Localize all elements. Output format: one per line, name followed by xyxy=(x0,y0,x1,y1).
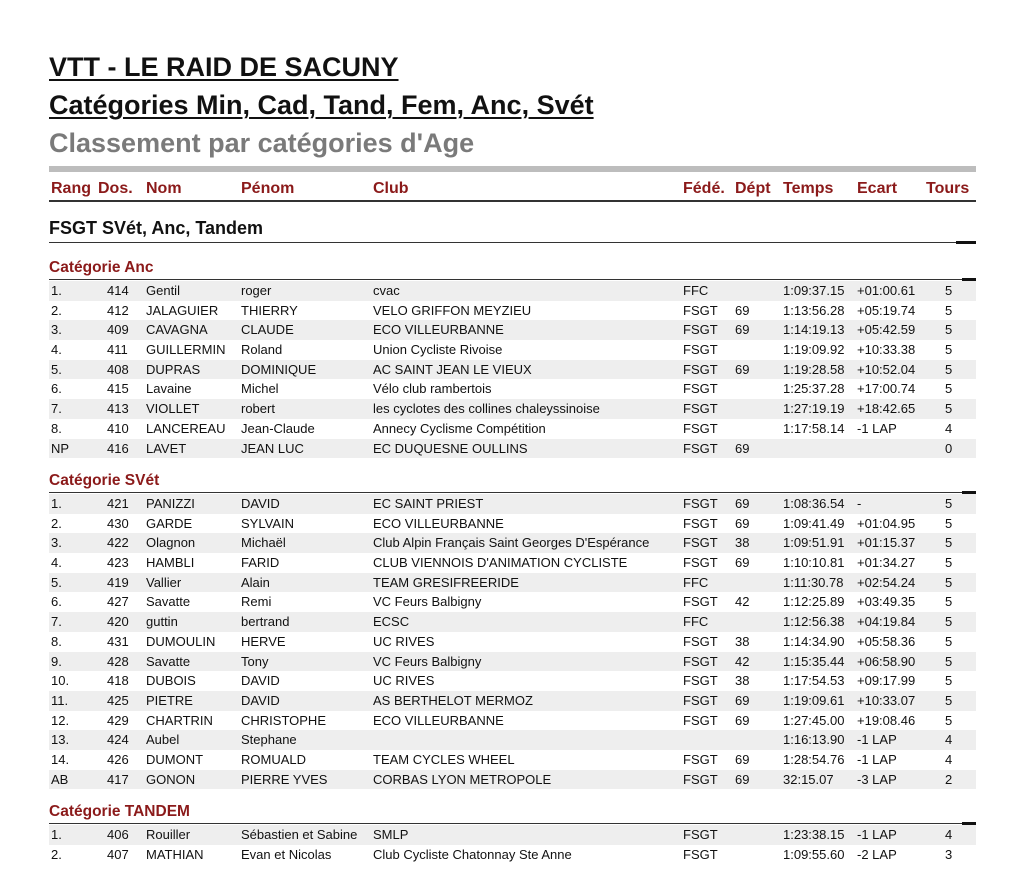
nom-cell: HAMBLI xyxy=(146,555,195,571)
table-row xyxy=(49,632,976,652)
fede-cell: FFC xyxy=(683,614,709,630)
club-cell: ECO VILLEURBANNE xyxy=(373,712,504,728)
temps-cell: 1:16:13.90 xyxy=(783,732,845,748)
col-ecart: Ecart xyxy=(857,180,898,197)
rang-cell: 5. xyxy=(51,361,62,377)
tours-cell: 5 xyxy=(945,381,953,397)
dos-cell: 424 xyxy=(107,732,129,748)
temps-cell: 1:19:09.61 xyxy=(783,692,845,708)
dept-cell: 69 xyxy=(735,322,750,338)
tours-cell: 5 xyxy=(945,653,953,669)
nom-cell: GARDE xyxy=(146,515,193,531)
ecart-cell: - xyxy=(857,496,862,511)
table-row xyxy=(49,612,976,632)
rang-cell: 5. xyxy=(51,574,62,590)
club-cell: les cyclotes des collines chaleyssinoise xyxy=(373,401,600,417)
dept-cell: 69 xyxy=(735,440,750,456)
club-cell: UC RIVES xyxy=(373,673,435,689)
dept-cell: 38 xyxy=(735,673,750,689)
category-line xyxy=(49,823,976,824)
temps-cell: 1:19:28.58 xyxy=(783,361,845,377)
dos-cell: 422 xyxy=(107,535,129,551)
fede-cell: FFC xyxy=(683,283,709,298)
rang-cell: 8. xyxy=(51,420,62,436)
table-row xyxy=(49,691,976,711)
temps-cell: 1:27:19.19 xyxy=(783,401,845,417)
prenom-cell: roger xyxy=(241,283,272,298)
fede-cell: FSGT xyxy=(683,440,718,456)
dos-cell: 413 xyxy=(107,401,129,417)
temps-cell: 32:15.07 xyxy=(783,771,834,787)
col-temps: Temps xyxy=(783,180,834,197)
dos-cell: 410 xyxy=(107,420,129,436)
dos-cell: 426 xyxy=(107,751,129,767)
table-row xyxy=(49,711,976,731)
dos-cell: 425 xyxy=(107,692,129,708)
prenom-cell: Michel xyxy=(241,381,279,397)
nom-cell: GUILLERMIN xyxy=(146,342,226,358)
nom-cell: Lavaine xyxy=(146,381,192,397)
ecart-cell: +18:42.65 xyxy=(857,401,916,417)
tours-cell: 5 xyxy=(945,361,953,377)
tours-cell: 5 xyxy=(945,574,953,590)
rang-cell: 2. xyxy=(51,302,62,318)
club-cell: Club Cycliste Chatonnay Ste Anne xyxy=(373,846,572,862)
table-row xyxy=(49,573,976,593)
fede-cell: FSGT xyxy=(683,555,718,571)
temps-cell: 1:19:09.92 xyxy=(783,342,845,358)
ecart-cell: +05:19.74 xyxy=(857,302,916,318)
dept-cell: 42 xyxy=(735,653,750,669)
prenom-cell: Evan et Nicolas xyxy=(241,846,332,862)
club-cell: EC DUQUESNE OULLINS xyxy=(373,440,528,456)
fede-cell: FSGT xyxy=(683,673,718,689)
nom-cell: GONON xyxy=(146,771,196,787)
nom-cell: VIOLLET xyxy=(146,401,200,417)
category-anc-rows xyxy=(49,281,976,458)
ecart-cell: +17:00.74 xyxy=(857,381,916,397)
fede-cell: FSGT xyxy=(683,692,718,708)
fede-cell: FSGT xyxy=(683,401,718,417)
rang-cell: 13. xyxy=(51,732,70,748)
tours-cell: 5 xyxy=(945,673,953,689)
prenom-cell: Remi xyxy=(241,594,272,610)
temps-cell: 1:15:35.44 xyxy=(783,653,845,669)
nom-cell: Aubel xyxy=(146,732,180,748)
rang-cell: 14. xyxy=(51,751,70,767)
section-line xyxy=(49,242,976,243)
classification-heading: Classement par catégories d'Age xyxy=(49,128,475,158)
prenom-cell: Jean-Claude xyxy=(241,420,315,436)
rang-cell: 11. xyxy=(51,692,69,708)
tours-cell: 5 xyxy=(945,535,953,551)
col-fede: Fédé. xyxy=(683,180,725,197)
club-cell: Vélo club rambertois xyxy=(373,381,492,397)
ecart-cell: +04:19.84 xyxy=(857,614,916,630)
tours-cell: 5 xyxy=(945,712,953,728)
prenom-cell: DAVID xyxy=(241,673,280,689)
rang-cell: 6. xyxy=(51,594,62,610)
rang-cell: AB xyxy=(51,771,69,787)
dos-cell: 415 xyxy=(107,381,129,397)
prenom-cell: DOMINIQUE xyxy=(241,361,317,377)
category-svet-rows xyxy=(49,494,976,789)
temps-cell: 1:12:25.89 xyxy=(783,594,845,610)
category-title: Catégorie TANDEM xyxy=(49,803,190,820)
dos-cell: 414 xyxy=(107,283,129,298)
table-row xyxy=(49,770,976,790)
nom-cell: PIETRE xyxy=(146,692,193,708)
club-cell: ECSC xyxy=(373,614,410,630)
temps-cell: 1:12:56.38 xyxy=(783,614,845,630)
tours-cell: 5 xyxy=(945,614,953,630)
table-row xyxy=(49,360,976,380)
nom-cell: guttin xyxy=(146,614,178,630)
dos-cell: 423 xyxy=(107,555,129,571)
dept-cell: 38 xyxy=(735,535,750,551)
dept-cell: 69 xyxy=(735,712,750,728)
ecart-cell: -1 LAP xyxy=(857,751,897,767)
fede-cell: FSGT xyxy=(683,751,718,767)
tours-cell: 5 xyxy=(945,322,953,338)
temps-cell: 1:10:10.81 xyxy=(783,555,845,571)
dos-cell: 406 xyxy=(107,827,129,842)
tours-cell: 5 xyxy=(945,302,953,318)
column-header-row xyxy=(49,176,976,200)
nom-cell: JALAGUIER xyxy=(146,302,219,318)
temps-cell: 1:13:56.28 xyxy=(783,302,845,318)
tours-cell: 5 xyxy=(945,515,953,531)
nom-cell: DUMOULIN xyxy=(146,633,216,649)
dos-cell: 427 xyxy=(107,594,129,610)
fede-cell: FSGT xyxy=(683,420,718,436)
prenom-cell: DAVID xyxy=(241,496,280,511)
ecart-cell: -1 LAP xyxy=(857,420,897,436)
prenom-cell: DAVID xyxy=(241,692,280,708)
tours-cell: 0 xyxy=(945,440,953,456)
dos-cell: 412 xyxy=(107,302,129,318)
ecart-cell: +06:58.90 xyxy=(857,653,916,669)
club-cell: CORBAS LYON METROPOLE xyxy=(373,771,552,787)
ecart-cell: +10:33.38 xyxy=(857,342,916,358)
category-line xyxy=(49,279,976,280)
nom-cell: Rouiller xyxy=(146,827,191,842)
col-club: Club xyxy=(373,180,409,197)
rang-cell: 2. xyxy=(51,515,62,531)
rang-cell: 1. xyxy=(51,496,62,511)
temps-cell: 1:17:58.14 xyxy=(783,420,845,436)
category-title: Catégorie Anc xyxy=(49,259,154,276)
nom-cell: Savatte xyxy=(146,594,191,610)
fede-cell: FSGT xyxy=(683,633,718,649)
temps-cell: 1:23:38.15 xyxy=(783,827,845,842)
tours-cell: 5 xyxy=(945,342,953,358)
table-row xyxy=(49,533,976,553)
nom-cell: DUMONT xyxy=(146,751,204,767)
ecart-cell: -1 LAP xyxy=(857,827,897,842)
header-separator xyxy=(49,166,976,172)
temps-cell: 1:17:54.53 xyxy=(783,673,845,689)
dept-cell: 69 xyxy=(735,771,750,787)
col-dos: Dos. xyxy=(98,180,133,197)
club-cell: AC SAINT JEAN LE VIEUX xyxy=(373,361,532,377)
col-nom: Nom xyxy=(146,180,182,197)
table-row xyxy=(49,553,976,573)
fede-cell: FSGT xyxy=(683,496,718,511)
prenom-cell: CLAUDE xyxy=(241,322,294,338)
club-cell: VC Feurs Balbigny xyxy=(373,653,482,669)
rang-cell: 8. xyxy=(51,633,62,649)
prenom-cell: Michaël xyxy=(241,535,286,551)
table-row xyxy=(49,439,976,459)
nom-cell: PANIZZI xyxy=(146,496,195,511)
temps-cell: 1:27:45.00 xyxy=(783,712,845,728)
col-prenom: Pénom xyxy=(241,180,295,197)
rang-cell: 4. xyxy=(51,342,62,358)
rang-cell: 1. xyxy=(51,827,62,842)
fede-cell: FSGT xyxy=(683,381,718,397)
rang-cell: 3. xyxy=(51,322,62,338)
section-title: FSGT SVét, Anc, Tandem xyxy=(49,218,264,238)
col-rang: Rang xyxy=(51,180,91,197)
rang-cell: 9. xyxy=(51,653,62,669)
ecart-cell: +05:58.36 xyxy=(857,633,916,649)
fede-cell: FFC xyxy=(683,574,709,590)
tours-cell: 4 xyxy=(945,751,953,767)
rang-cell: 6. xyxy=(51,381,62,397)
dos-cell: 431 xyxy=(107,633,129,649)
tours-cell: 5 xyxy=(945,555,953,571)
table-row xyxy=(49,320,976,340)
temps-cell: 1:25:37.28 xyxy=(783,381,845,397)
rang-cell: 7. xyxy=(51,401,62,417)
club-cell: CLUB VIENNOIS D'ANIMATION CYCLISTE xyxy=(373,555,628,571)
dos-cell: 419 xyxy=(107,574,129,590)
rang-cell: 7. xyxy=(51,614,62,630)
col-dept: Dépt xyxy=(735,180,771,197)
dos-cell: 428 xyxy=(107,653,129,669)
temps-cell: 1:28:54.76 xyxy=(783,751,845,767)
club-cell: cvac xyxy=(373,283,400,298)
club-cell: ECO VILLEURBANNE xyxy=(373,515,504,531)
ecart-cell: +10:52.04 xyxy=(857,361,916,377)
rang-cell: 2. xyxy=(51,846,62,862)
fede-cell: FSGT xyxy=(683,827,718,842)
fede-cell: FSGT xyxy=(683,846,718,862)
table-row xyxy=(49,671,976,691)
dept-cell: 69 xyxy=(735,692,750,708)
rang-cell: 1. xyxy=(51,283,62,298)
prenom-cell: Stephane xyxy=(241,732,297,748)
nom-cell: Vallier xyxy=(146,574,182,590)
temps-cell: 1:09:55.60 xyxy=(783,846,845,862)
fede-cell: FSGT xyxy=(683,594,718,610)
club-cell: EC SAINT PRIEST xyxy=(373,496,484,511)
ecart-cell: -1 LAP xyxy=(857,732,897,748)
ecart-cell: +01:04.95 xyxy=(857,515,916,531)
dept-cell: 69 xyxy=(735,751,750,767)
dos-cell: 421 xyxy=(107,496,129,511)
prenom-cell: Sébastien et Sabine xyxy=(241,827,358,842)
dos-cell: 407 xyxy=(107,846,129,862)
tours-cell: 5 xyxy=(945,283,953,298)
temps-cell: 1:14:19.13 xyxy=(783,322,845,338)
column-header-line xyxy=(49,200,976,202)
dos-cell: 411 xyxy=(107,342,128,358)
club-cell: Annecy Cyclisme Compétition xyxy=(373,420,546,436)
nom-cell: CHARTRIN xyxy=(146,712,213,728)
fede-cell: FSGT xyxy=(683,342,718,358)
tours-cell: 2 xyxy=(945,771,953,787)
prenom-cell: FARID xyxy=(241,555,280,571)
category-title: Catégorie SVét xyxy=(49,472,160,489)
fede-cell: FSGT xyxy=(683,771,718,787)
temps-cell: 1:11:30.78 xyxy=(783,574,844,590)
category-tandem-rows xyxy=(49,825,976,864)
fede-cell: FSGT xyxy=(683,361,718,377)
rang-cell: NP xyxy=(51,440,70,456)
dos-cell: 420 xyxy=(107,614,129,630)
nom-cell: LANCEREAU xyxy=(146,420,226,436)
dos-cell: 418 xyxy=(107,673,129,689)
table-row xyxy=(49,399,976,419)
tours-cell: 5 xyxy=(945,401,953,417)
prenom-cell: SYLVAIN xyxy=(241,515,294,531)
table-row xyxy=(49,750,976,770)
dept-cell: 69 xyxy=(735,555,750,571)
fede-cell: FSGT xyxy=(683,302,718,318)
nom-cell: DUBOIS xyxy=(146,673,196,689)
temps-cell: 1:09:37.15 xyxy=(783,283,845,298)
ecart-cell: +01:00.61 xyxy=(857,283,916,298)
prenom-cell: JEAN LUC xyxy=(241,440,304,456)
fede-cell: FSGT xyxy=(683,712,718,728)
ecart-cell: -2 LAP xyxy=(857,846,897,862)
table-row xyxy=(49,419,976,439)
dept-cell: 69 xyxy=(735,361,750,377)
nom-cell: DUPRAS xyxy=(146,361,201,377)
page-subtitle: Catégories Min, Cad, Tand, Fem, Anc, Svét xyxy=(49,90,594,120)
dos-cell: 417 xyxy=(107,771,129,787)
dept-cell: 69 xyxy=(735,302,750,318)
club-cell: UC RIVES xyxy=(373,633,435,649)
temps-cell: 1:09:41.49 xyxy=(783,515,845,531)
ecart-cell: +05:42.59 xyxy=(857,322,916,338)
ecart-cell: +10:33.07 xyxy=(857,692,916,708)
prenom-cell: ROMUALD xyxy=(241,751,307,767)
table-row xyxy=(49,514,976,534)
table-row xyxy=(49,281,976,301)
dos-cell: 429 xyxy=(107,712,129,728)
ecart-cell: +03:49.35 xyxy=(857,594,916,610)
prenom-cell: HERVE xyxy=(241,633,286,649)
dept-cell: 69 xyxy=(735,496,750,511)
club-cell: ECO VILLEURBANNE xyxy=(373,322,504,338)
club-cell: TEAM GRESIFREERIDE xyxy=(373,574,519,590)
fede-cell: FSGT xyxy=(683,322,718,338)
club-cell: TEAM CYCLES WHEEL xyxy=(373,751,515,767)
dept-cell: 42 xyxy=(735,594,750,610)
tours-cell: 3 xyxy=(945,846,953,862)
club-cell: VELO GRIFFON MEYZIEU xyxy=(373,302,532,318)
prenom-cell: robert xyxy=(241,401,275,417)
rang-cell: 10. xyxy=(51,673,70,689)
fede-cell: FSGT xyxy=(683,535,718,551)
dos-cell: 409 xyxy=(107,322,129,338)
rang-cell: 3. xyxy=(51,535,62,551)
fede-cell: FSGT xyxy=(683,515,718,531)
ecart-cell: +09:17.99 xyxy=(857,673,916,689)
club-cell: Union Cycliste Rivoise xyxy=(373,342,503,358)
rang-cell: 12. xyxy=(51,712,70,728)
table-row xyxy=(49,592,976,612)
table-row xyxy=(49,845,976,865)
tours-cell: 4 xyxy=(945,827,953,842)
tours-cell: 5 xyxy=(945,594,953,610)
nom-cell: Gentil xyxy=(146,283,180,298)
club-cell: VC Feurs Balbigny xyxy=(373,594,482,610)
ecart-cell: -3 LAP xyxy=(857,771,897,787)
table-row xyxy=(49,825,976,845)
dos-cell: 416 xyxy=(107,440,129,456)
tours-cell: 4 xyxy=(945,420,953,436)
dept-cell: 38 xyxy=(735,633,750,649)
table-row xyxy=(49,379,976,399)
category-line xyxy=(49,492,976,493)
prenom-cell: CHRISTOPHE xyxy=(241,712,326,728)
tours-cell: 5 xyxy=(945,496,953,511)
ecart-cell: +19:08.46 xyxy=(857,712,916,728)
nom-cell: Olagnon xyxy=(146,535,196,551)
nom-cell: Savatte xyxy=(146,653,191,669)
temps-cell: 1:14:34.90 xyxy=(783,633,845,649)
temps-cell: 1:09:51.91 xyxy=(783,535,845,551)
col-tours: Tours xyxy=(926,180,970,197)
prenom-cell: Tony xyxy=(241,653,269,669)
club-cell: Club Alpin Français Saint Georges D'Espérance xyxy=(373,535,650,551)
ecart-cell: +01:15.37 xyxy=(857,535,916,551)
prenom-cell: Roland xyxy=(241,342,283,358)
dos-cell: 408 xyxy=(107,361,129,377)
prenom-cell: bertrand xyxy=(241,614,290,630)
nom-cell: CAVAGNA xyxy=(146,322,208,338)
ecart-cell: +01:34.27 xyxy=(857,555,916,571)
nom-cell: LAVET xyxy=(146,440,187,456)
tours-cell: 5 xyxy=(945,692,953,708)
rang-cell: 4. xyxy=(51,555,62,571)
table-row xyxy=(49,494,976,514)
temps-cell: 1:08:36.54 xyxy=(783,496,845,511)
tours-cell: 5 xyxy=(945,633,953,649)
club-cell: SMLP xyxy=(373,827,409,842)
club-cell: AS BERTHELOT MERMOZ xyxy=(373,692,533,708)
table-row xyxy=(49,301,976,321)
fede-cell: FSGT xyxy=(683,653,718,669)
dept-cell: 69 xyxy=(735,515,750,531)
prenom-cell: Alain xyxy=(241,574,270,590)
ecart-cell: +02:54.24 xyxy=(857,574,916,590)
table-row xyxy=(49,652,976,672)
table-row xyxy=(49,340,976,360)
prenom-cell: PIERRE YVES xyxy=(241,771,328,787)
tours-cell: 4 xyxy=(945,732,953,748)
page-title: VTT - LE RAID DE SACUNY xyxy=(49,52,399,82)
dos-cell: 430 xyxy=(107,515,129,531)
nom-cell: MATHIAN xyxy=(146,846,204,862)
prenom-cell: THIERRY xyxy=(241,302,298,318)
table-row xyxy=(49,730,976,750)
